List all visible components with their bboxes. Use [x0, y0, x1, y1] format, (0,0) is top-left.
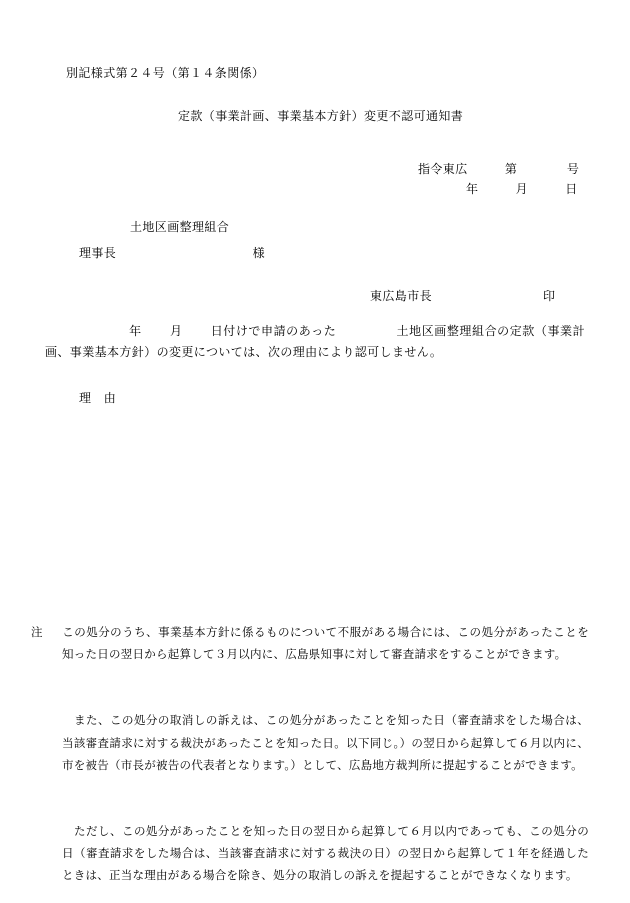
document-date-month-label: 月 [515, 182, 529, 196]
document-title: 定款（事業計画、事業基本方針）変更不認可通知書 [178, 109, 464, 123]
note-marker: 注 [31, 627, 43, 640]
form-number: 別記様式第２４号（第１４条関係） [66, 66, 265, 80]
document-number-line [418, 160, 579, 178]
notes-block [31, 578, 589, 903]
body-rest: 画、事業基本方針）の変更については、次の理由により認可しません。 [45, 345, 443, 359]
issuer-seal-mark: 印 [543, 289, 556, 303]
note-text-3: ただし、この処分があったことを知った日の翌日から起算して６月以内であっても、この処分の日（審査請求をした場合は、当該審査請求に対する裁決の日）の翌日から起算して１年を経過したときは、正当な理由がある場合を除き、処分の取消しの訴えを提起することができなくなります。 [62, 825, 589, 883]
body-date-day: 日付けで申請のあった [210, 324, 337, 338]
note-text-1: この処分のうち、事業基本方針に係るものについて不服がある場合には、この処分があったことを知った日の翌日から起算して３月以内に、広島県知事に対して審査請求をすることができます。 [62, 627, 589, 662]
issuer-name: 東広島市長 [370, 289, 433, 303]
note-paragraph-3 [31, 821, 589, 887]
document-date-year-label: 年 [466, 182, 479, 196]
note-paragraph-1 [31, 622, 589, 666]
addressee-title: 理事長 [79, 246, 117, 260]
reason-label: 理 由 [79, 391, 117, 405]
body-organization: 土地区画整理組合の定款（事業計 [396, 324, 586, 338]
document-number-prefix: 指令東広 [418, 162, 468, 176]
addressee-organization: 土地区画整理組合 [130, 220, 230, 234]
document-number-unit-label: 号 [566, 162, 580, 176]
document-date-line [466, 180, 578, 198]
body-date-month: 月 [169, 324, 183, 338]
document-date-day-label: 日 [565, 182, 578, 196]
note-text-2: また、この処分の取消しの訴えは、この処分があったことを知った日（審査請求をした場合は、当該審査請求に対する裁決があったことを知った日。以下同じ。）の翌日から起算して６月以内に、市を被告（市長が被告の代表者となります。）として、広島地方裁判所に提起することができます。 [62, 715, 589, 772]
body-paragraph [45, 321, 585, 363]
addressee-honorific: 様 [252, 246, 266, 260]
addressee-title-line [79, 244, 265, 262]
note-paragraph-2 [31, 710, 589, 776]
document-number-series-label: 第 [504, 162, 518, 176]
body-date-year: 年 [129, 324, 142, 338]
